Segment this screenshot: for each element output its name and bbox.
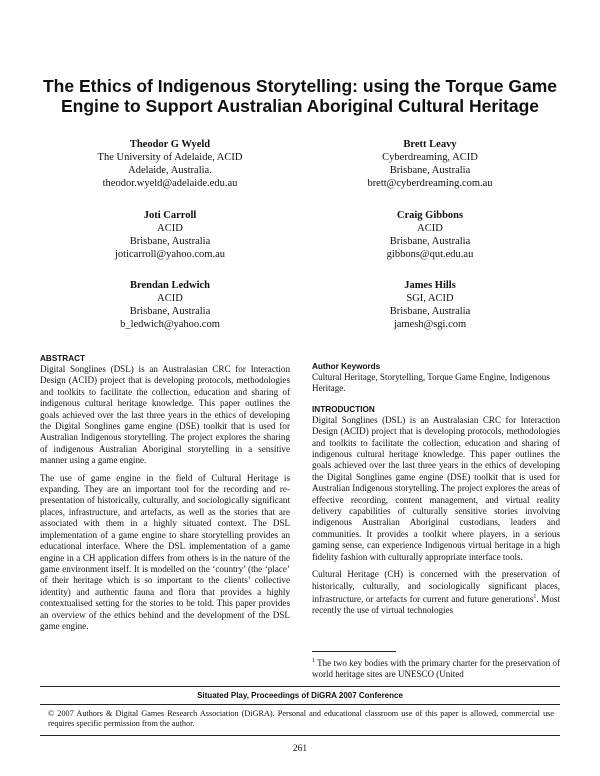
author-name: Joti Carroll [143,210,197,221]
author-location: Adelaide, Australia. [128,165,212,176]
author-email: b_ledwich@yahoo.com [120,319,220,330]
keywords-text: Cultural Heritage, Storytelling, Torque Game Engine, Indigenous Heritage. [312,372,550,394]
author-block [40,279,300,331]
author-location: Brisbane, Australia [389,306,471,317]
author-block [300,209,560,261]
copyright-notice: © 2007 Authors & Digital Games Research Association (DiGRA). Personal and educational classroom use of this paper is allowed, commercial use requires specific permission from the author. [48,709,554,729]
introduction-text: Cultural Heritage (CH) is concerned with the preservation of historically, culturally, and sociologically significant places, infrastructure, or artefacts for current and future generations [312,569,560,604]
author-email: gibbons@qut.edu.au [386,249,474,260]
author-email: jamesh@sgi.com [393,319,467,330]
footer-divider [40,704,560,705]
footnote-divider [312,651,396,652]
introduction-paragraph: Digital Songlines (DSL) is an Australasian CRC for Interaction Design (ACID) project that is developing protocols, methodologies and toolkits to facilitate the collection, education and sharing of indigenous cultural heritage knowledge. This paper outlines the goals achieved over the last three years in the ethics of developing the Digital Songlines game engine (DSE) toolkit that is used for Australian Indigenous storytelling. The project explores the areas of effective recording, content management, and virtual reality delivery capabilities of culturally sensitive stories involving indigenous Australian Aboriginal custodians, leaders and communities. It provides a toolkit where players, in a serious gaming sense, can experience Indigenous virtual heritage in a high fidelity fashion with culturally appropriate interface tools. [312,414,560,562]
footnote-reference: 1 [533,593,537,600]
author-affiliation: ACID [157,223,183,234]
introduction-text: . Most recently the use of virtual technologies [312,593,560,616]
author-affiliation: Cyberdreaming, ACID [382,152,478,163]
author-affiliation: ACID [157,293,183,304]
keywords-heading: Author Keywords [312,362,381,371]
introduction-paragraph [312,569,560,617]
author-location: Brisbane, Australia [389,236,471,247]
footnote-text: The two key bodies with the primary charter for the preservation of world heritage sites are UNESCO (United [312,658,560,679]
author-email: theodor.wyeld@adelaide.edu.au [102,178,238,189]
author-email: joticarroll@yahoo.com.au [115,249,225,260]
author-block [300,138,560,190]
conference-name: Situated Play, Proceedings of DiGRA 2007 Conference [197,691,403,700]
author-location: Brisbane, Australia [129,236,211,247]
introduction-heading: INTRODUCTION [312,404,375,414]
author-block [40,209,300,261]
author-name: Craig Gibbons [396,210,464,221]
author-affiliation: ACID [417,223,443,234]
author-name: Brendan Ledwich [129,280,211,291]
author-block [300,279,560,331]
conference-footer [40,686,560,736]
paper-title: The Ethics of Indigenous Storytelling: using the Torque Game Engine to Support Australian Aboriginal Cultural Heritage [42,76,557,116]
page-number: 261 [292,744,308,754]
author-name: Theodor G Wyeld [129,139,211,150]
author-location: Brisbane, Australia [129,306,211,317]
footnote [312,656,560,680]
author-affiliation: The University of Adelaide, ACID [97,152,243,163]
abstract-paragraph: Digital Songlines (DSL) is an Australasian CRC for Interaction Design (ACID) project that is developing protocols, methodologies and toolkits to facilitate the collection, education and sharing of indigenous cultural heritage knowledge. This paper outlines the goals achieved over the last three years in the ethics of developing the Digital Songlines game engine (DSE) toolkit that is used for Australian Indigenous storytelling. The project explores the sharing of indigenous Australian Aboriginal storytelling in a sensitive manner using a game engine. [40,364,290,466]
author-block [40,138,300,190]
author-affiliation: SGI, ACID [406,293,454,304]
abstract-paragraph: The use of game engine in the field of Cultural Heritage is expanding. They are an important tool for the recording and re-presentation of historically, culturally, and sociologically significant places, infrastructure, and artefacts, as well as the stories that are associated with them in a highly situated context. The DSL implementation of a game engine to share storytelling provides an educational interface. Where the DSL implementation of a game engine in a CH application differs from others is in the nature of the game environment itself. It is modelled on the ‘country’ (the ‘place’ of their heritage which is so important to the clients’ collective identity) and authentic fauna and flora that provides a highly contextualised setting for the stories to be told. This paper provides an overview of the ethics behind and the development of the DSL game engine. [40,472,290,631]
abstract-heading: ABSTRACT [40,354,86,363]
author-name: James Hills [404,280,456,291]
author-name: Brett Leavy [403,139,457,150]
right-column [312,362,560,623]
left-column [40,354,290,638]
author-email: brett@cyberdreaming.com.au [367,178,493,189]
footnote-mark: 1 [312,658,315,664]
author-location: Brisbane, Australia [389,165,471,176]
